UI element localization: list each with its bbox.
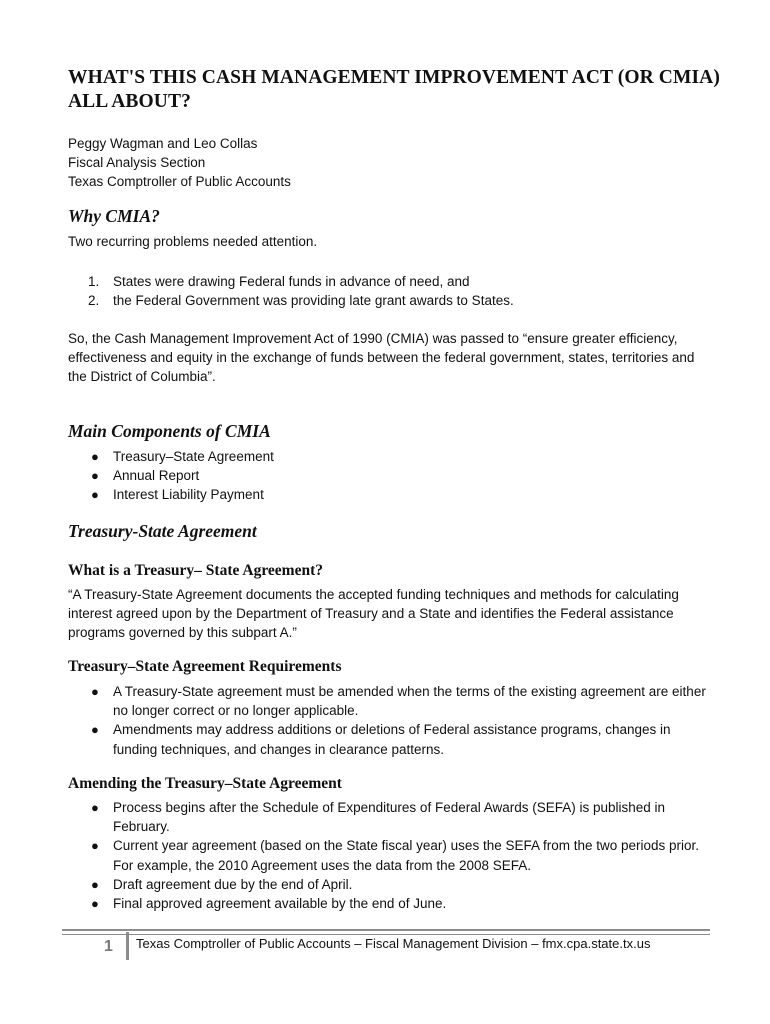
problem-item — [88, 272, 708, 291]
author-agency: Texas Comptroller of Public Accounts — [68, 174, 291, 189]
requirement-item — [88, 682, 708, 720]
problems-list — [88, 272, 708, 310]
problem-text: the Federal Government was providing late grant awards to States. — [113, 293, 514, 309]
amending-text: Current year agreement (based on the State fiscal year) uses the SEFA from the two periods prior. For example, the 2010 Agreement uses the data from the 2008 SEFA. — [113, 838, 711, 873]
amending-tsa-heading: Amending the Treasury–State Agreement — [68, 775, 342, 792]
amending-item — [88, 836, 711, 874]
bullet-icon: ● — [91, 722, 99, 738]
why-intro-text: Two recurring problems needed attention. — [68, 234, 318, 249]
component-item — [88, 485, 708, 504]
component-text: Interest Liability Payment — [113, 487, 264, 503]
bullet-icon: ● — [91, 468, 99, 484]
components-list — [88, 447, 708, 505]
amending-text: Final approved agreement available by the end of June. — [113, 896, 447, 912]
problem-text: States were drawing Federal funds in advance of need, and — [113, 274, 470, 289]
component-item — [88, 447, 708, 466]
requirements-list — [88, 682, 708, 759]
bullet-icon: ● — [91, 800, 99, 815]
what-is-tsa-heading: What is a Treasury– State Agreement? — [68, 562, 324, 579]
component-item — [88, 466, 708, 485]
author-section: Fiscal Analysis Section — [68, 155, 206, 170]
amending-list — [88, 798, 711, 913]
author-names: Peggy Wagman and Leo Collas — [68, 136, 258, 151]
tsa-heading: Treasury-State Agreement — [68, 521, 257, 541]
what-is-tsa-text: “A Treasury-State Agreement documents the accepted funding techniques and methods for calculating interest agreed upon by the Department of Treasury and a State and identifies the Federal assistance programs governed by this subpart A.” — [68, 587, 679, 641]
amending-item — [88, 798, 708, 836]
component-text: Treasury–State Agreement — [113, 449, 274, 464]
bullet-icon: ● — [91, 449, 99, 464]
tsa-requirements-heading: Treasury–State Agreement Requirements — [68, 658, 342, 675]
footer-text: Texas Comptroller of Public Accounts – Fiscal Management Division – fmx.cpa.state.tx.us — [136, 936, 651, 951]
bullet-icon: ● — [91, 838, 99, 854]
amending-item — [88, 894, 708, 913]
bullet-icon: ● — [91, 487, 99, 503]
amending-item — [88, 875, 708, 894]
component-text: Annual Report — [113, 468, 200, 484]
document-title: WHAT'S THIS CASH MANAGEMENT IMPROVEMENT ACT (OR CMIA) ALL ABOUT? — [68, 67, 720, 112]
amending-text: Draft agreement due by the end of April. — [113, 876, 353, 892]
main-components-heading: Main Components of CMIA — [68, 421, 271, 441]
list-number: 2. — [88, 293, 100, 309]
list-number: 1. — [88, 274, 100, 289]
problem-item — [88, 291, 708, 310]
requirement-text: Amendments may address additions or deletions of Federal assistance programs, changes in funding techniques, and changes in clearance patterns. — [113, 722, 671, 757]
amending-text: Process begins after the Schedule of Expenditures of Federal Awards (SEFA) is published in February. — [113, 800, 666, 835]
footer-separator — [126, 932, 129, 960]
bullet-icon: ● — [91, 876, 99, 892]
bullet-icon: ● — [91, 896, 99, 912]
requirement-text: A Treasury-State agreement must be amended when the terms of the existing agreement are either no longer correct or no longer applicable. — [113, 684, 706, 719]
bullet-icon: ● — [91, 684, 99, 699]
why-cmia-heading: Why CMIA? — [68, 206, 160, 226]
author-block — [68, 134, 291, 191]
page-number: 1 — [104, 938, 113, 955]
cmia-conclusion-paragraph: So, the Cash Management Improvement Act of 1990 (CMIA) was passed to “ensure greater efficiency, effectiveness and equity in the exchange of funds between the federal government, states, territories and the District of Columbia”. — [68, 331, 695, 385]
requirement-item — [88, 720, 708, 758]
